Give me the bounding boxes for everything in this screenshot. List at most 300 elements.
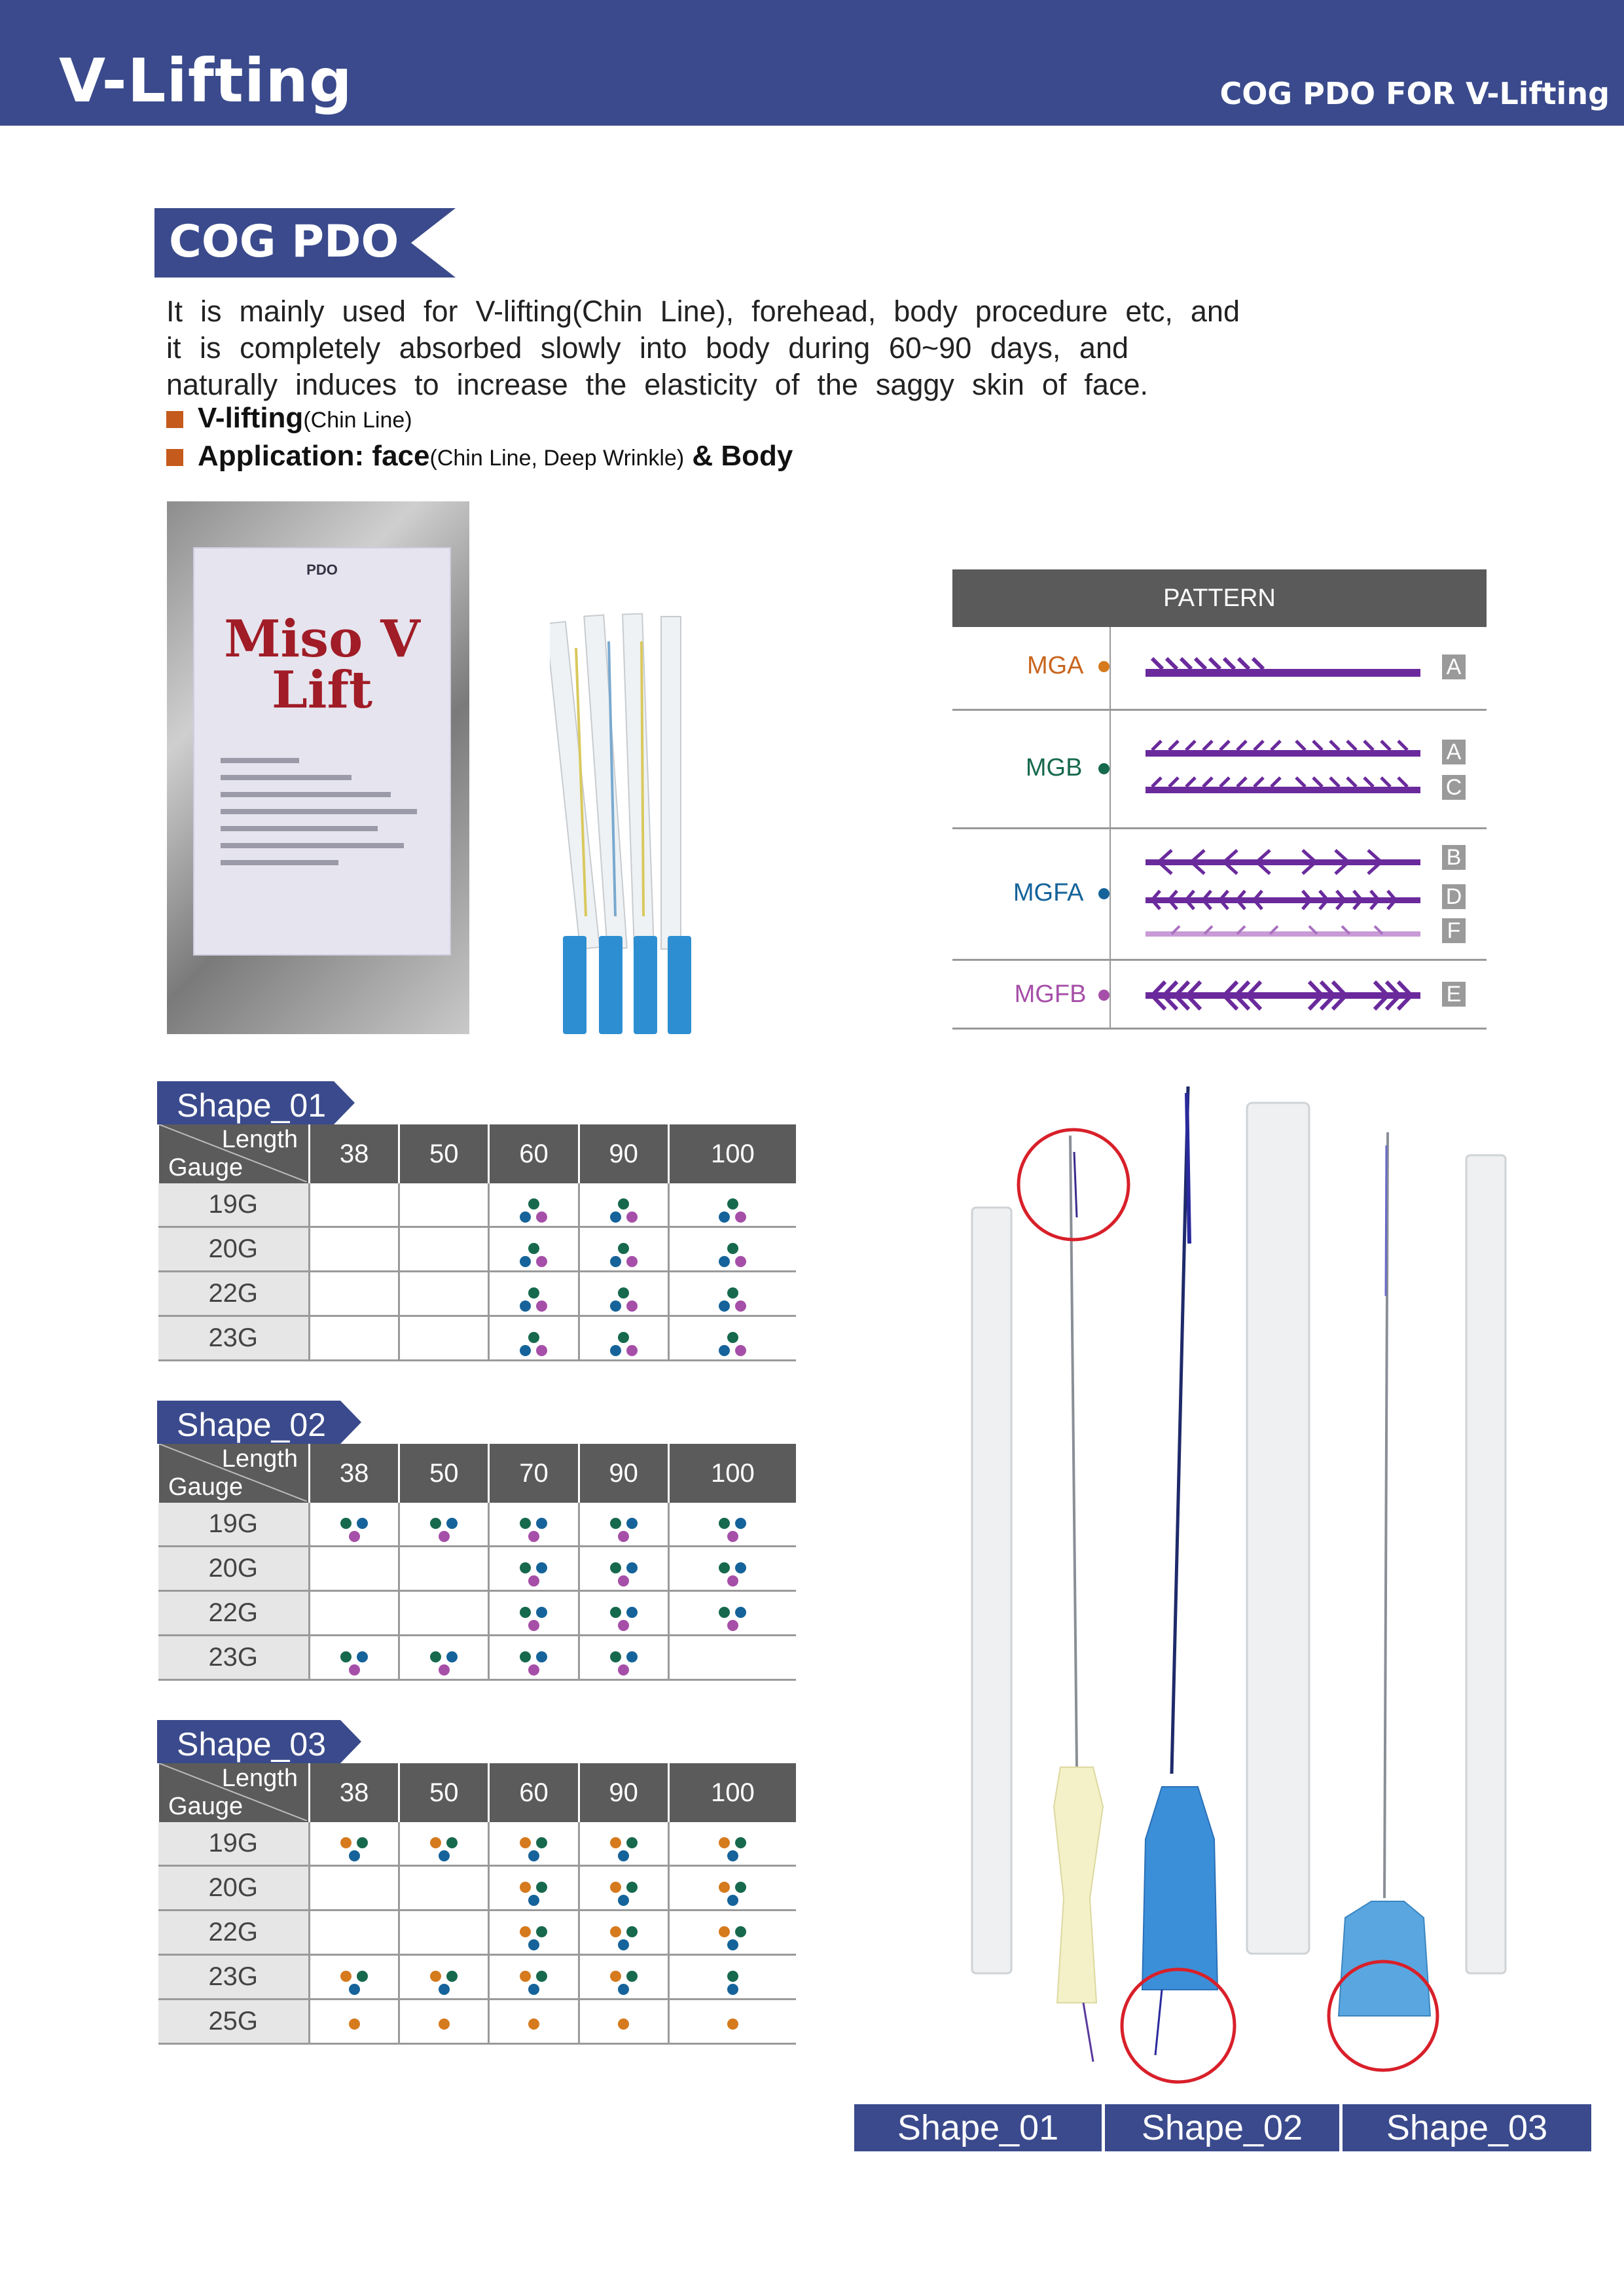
gauge-label: 23G (158, 1316, 310, 1361)
availability-dots (610, 1518, 638, 1542)
availability-dots (618, 2018, 629, 2030)
dot-p (439, 1531, 450, 1542)
caption-shape-03: Shape_03 (1343, 2104, 1591, 2151)
shape-02-title (157, 1401, 361, 1444)
availability-dots (430, 1971, 458, 1995)
availability-cell (489, 1822, 579, 1866)
length-header: 38 (310, 1444, 399, 1503)
dot-g (610, 1562, 621, 1573)
table-row (158, 1591, 797, 1636)
availability-dots (430, 1651, 458, 1676)
table-row (158, 1910, 797, 1955)
dot-p (618, 1620, 629, 1631)
gauge-label: 23G (158, 1955, 310, 2000)
pattern-name-text: MGB (1025, 754, 1083, 781)
caption-shape-01: Shape_01 (854, 2104, 1102, 2151)
availability-dots (719, 1562, 746, 1587)
availability-cell (310, 1591, 399, 1636)
dot-p (735, 1300, 746, 1312)
dot-b (610, 1211, 621, 1223)
pattern-dot (1098, 763, 1110, 774)
dot-b (520, 1300, 531, 1312)
dot-g (536, 1971, 547, 1982)
corner-header (158, 1444, 310, 1503)
dot-b (618, 1895, 629, 1906)
dot-b (536, 1518, 547, 1529)
bullet-small: (Chin Line) (303, 408, 412, 433)
corner-header (158, 1763, 310, 1822)
availability-cell (310, 1227, 399, 1272)
availability-dots (610, 1651, 638, 1676)
dot-g (727, 1971, 738, 1982)
availability-dots (610, 1926, 638, 1950)
length-header: 100 (668, 1444, 796, 1503)
length-header: 50 (399, 1763, 489, 1822)
dot-o (610, 1837, 621, 1848)
dot-b (719, 1345, 730, 1356)
package-text-lines (221, 758, 424, 877)
availability-cell (668, 1955, 796, 2000)
dot-p (349, 1664, 360, 1676)
pattern-table (952, 569, 1487, 1030)
availability-cell (668, 1822, 796, 1866)
pattern-row-mgfa (952, 829, 1487, 961)
availability-cell (399, 1636, 489, 1680)
availability-dots (520, 1651, 547, 1676)
availability-cell (489, 2000, 579, 2044)
pattern-letter: A (1442, 655, 1466, 679)
dot-b (719, 1211, 730, 1223)
dot-p (528, 1620, 539, 1631)
dot-o (430, 1837, 441, 1848)
availability-dots (520, 1243, 547, 1267)
bullet-bold: Application: face (198, 440, 430, 472)
package-logo: Miso V Lift (224, 609, 420, 720)
table-row (158, 1547, 797, 1591)
availability-cell (668, 1316, 796, 1361)
pattern-letter: C (1442, 775, 1466, 800)
pattern-row-mgfb (952, 961, 1487, 1030)
dot-o (340, 1971, 352, 1982)
availability-cell (579, 1227, 668, 1272)
dot-b (727, 1850, 738, 1861)
availability-dots (719, 1518, 746, 1542)
dot-g (626, 1926, 638, 1937)
availability-cell (399, 1955, 489, 2000)
availability-cell (399, 1822, 489, 1866)
availability-cell (579, 1822, 668, 1866)
dot-g (520, 1562, 531, 1573)
table-row (158, 1822, 797, 1866)
dot-g (735, 1926, 746, 1937)
availability-cell (579, 1547, 668, 1591)
bullet-small: (Chin Line, Deep Wrinkle) (429, 446, 685, 471)
dot-o (430, 1971, 441, 1982)
shape-01-table (157, 1124, 796, 1361)
intro-line-3: naturally induces to increase the elasticity of the saggy skin of face. (166, 368, 1148, 401)
dot-p (735, 1345, 746, 1356)
availability-dots (610, 1837, 638, 1861)
shape-03-table (157, 1763, 796, 2045)
dot-g (528, 1198, 539, 1210)
availability-cell (579, 1503, 668, 1547)
shapes-photo (946, 1073, 1600, 2094)
availability-cell (489, 1955, 579, 2000)
availability-cell (489, 1316, 579, 1361)
availability-cell (579, 1955, 668, 2000)
availability-dots (719, 1332, 746, 1356)
availability-cell (668, 1591, 796, 1636)
dot-p (727, 1575, 738, 1587)
table-row (158, 1272, 797, 1316)
availability-cell (310, 1955, 399, 2000)
dot-p (439, 1664, 450, 1676)
availability-cell (489, 1866, 579, 1910)
dot-p (626, 1300, 638, 1312)
gauge-label: 20G (158, 1227, 310, 1272)
dot-b (520, 1211, 531, 1223)
dot-b (357, 1651, 368, 1662)
dot-b (528, 1895, 539, 1906)
pattern-letter: E (1442, 982, 1466, 1007)
availability-dots (727, 2018, 738, 2030)
availability-dots (719, 1837, 746, 1861)
availability-cell (489, 1636, 579, 1680)
availability-dots (528, 2018, 539, 2030)
dot-g (626, 1971, 638, 1982)
dot-b (735, 1562, 746, 1573)
pattern-name-mgb (952, 754, 1110, 782)
dot-g (430, 1651, 441, 1662)
header-title: V-Lifting (59, 46, 353, 116)
availability-cell (399, 1227, 489, 1272)
table-row (158, 1227, 797, 1272)
dot-b (610, 1300, 621, 1312)
dot-b (439, 1984, 450, 1995)
dot-b (349, 1984, 360, 1995)
gauge-label: 19G (158, 1822, 310, 1866)
length-header: 90 (579, 1124, 668, 1183)
length-header: 60 (489, 1124, 579, 1183)
dot-b (610, 1256, 621, 1267)
availability-dots (439, 2018, 450, 2030)
dot-p (618, 1664, 629, 1676)
availability-cell (668, 2000, 796, 2044)
gauge-label: 19G (158, 1183, 310, 1227)
dot-b (626, 1607, 638, 1618)
corner-gauge-label: Gauge (168, 1793, 244, 1820)
dot-b (727, 1895, 738, 1906)
dot-b (626, 1518, 638, 1529)
availability-dots (719, 1198, 746, 1223)
length-header: 100 (668, 1763, 796, 1822)
length-header: 38 (310, 1763, 399, 1822)
dot-g (446, 1971, 458, 1982)
dot-g (528, 1287, 539, 1299)
availability-dots (719, 1287, 746, 1312)
dot-o (618, 2018, 629, 2030)
pattern-letter: D (1442, 884, 1466, 909)
section-tag (154, 208, 456, 278)
gauge-label: 20G (158, 1547, 310, 1591)
dot-b (446, 1518, 458, 1529)
pattern-dot (1098, 888, 1110, 899)
dot-g (610, 1651, 621, 1662)
dot-p (735, 1256, 746, 1267)
availability-cell (310, 1547, 399, 1591)
dot-b (446, 1651, 458, 1662)
dot-g (719, 1518, 730, 1529)
pattern-name-mgfb (952, 980, 1110, 1009)
dot-p (536, 1211, 547, 1223)
intro-line-1: It is mainly used for V-lifting(Chin Line), forehead, body procedure etc, and (166, 295, 1240, 328)
dot-g (618, 1287, 629, 1299)
availability-cell (310, 1183, 399, 1227)
dot-g (735, 1882, 746, 1893)
shape-title-text: Shape_03 (177, 1726, 327, 1763)
header-subtitle: COG PDO FOR V-Lifting (1219, 76, 1610, 111)
availability-cell (668, 1866, 796, 1910)
availability-cell (668, 1227, 796, 1272)
dot-b (439, 1850, 450, 1861)
table-row (158, 1183, 797, 1227)
availability-cell (310, 1822, 399, 1866)
dot-g (626, 1882, 638, 1893)
length-header: 50 (399, 1444, 489, 1503)
intro-line-2: it is completely absorbed slowly into body during 60~90 days, and (166, 331, 1128, 365)
dot-g (618, 1243, 629, 1254)
availability-cell (310, 1272, 399, 1316)
availability-cell (579, 1272, 668, 1316)
dot-o (520, 1837, 531, 1848)
table-row (158, 1636, 797, 1680)
dot-p (536, 1345, 547, 1356)
availability-dots (610, 1971, 638, 1995)
dot-g (610, 1518, 621, 1529)
availability-cell (579, 1591, 668, 1636)
shape-02-table (157, 1444, 796, 1681)
pattern-name-text: MGA (1026, 652, 1083, 679)
availability-dots (610, 1287, 638, 1312)
availability-dots (349, 2018, 360, 2030)
dot-g (520, 1518, 531, 1529)
dot-o (610, 1971, 621, 1982)
bullet-application (166, 440, 793, 473)
length-header: 38 (310, 1124, 399, 1183)
bullet-v-lifting (166, 402, 412, 435)
pattern-row-mgb (952, 711, 1487, 829)
dot-b (618, 1984, 629, 1995)
pattern-name-mga (952, 652, 1110, 680)
pattern-header: PATTERN (952, 569, 1487, 627)
dot-g (520, 1651, 531, 1662)
dot-b (528, 1984, 539, 1995)
availability-cell (399, 1316, 489, 1361)
availability-cell (310, 2000, 399, 2044)
availability-dots (430, 1837, 458, 1861)
dot-p (349, 1531, 360, 1542)
bullet-square (166, 449, 183, 466)
availability-cell (668, 1503, 796, 1547)
dot-p (528, 1575, 539, 1587)
availability-cell (310, 1910, 399, 1955)
corner-gauge-label: Gauge (168, 1154, 244, 1181)
availability-dots (719, 1926, 746, 1950)
dot-b (536, 1562, 547, 1573)
dot-p (528, 1531, 539, 1542)
availability-cell (310, 1316, 399, 1361)
thread-pattern-a (1146, 647, 1420, 686)
pattern-dot (1098, 661, 1110, 672)
dot-g (340, 1651, 352, 1662)
availability-dots (719, 1607, 746, 1631)
dot-g (340, 1518, 352, 1529)
dot-g (446, 1837, 458, 1848)
dot-b (719, 1256, 730, 1267)
availability-dots (610, 1243, 638, 1267)
dot-g (719, 1562, 730, 1573)
length-header: 50 (399, 1124, 489, 1183)
package-label (193, 547, 451, 956)
availability-dots (520, 1971, 547, 1995)
bullet-square (166, 411, 183, 428)
availability-cell (579, 1636, 668, 1680)
dot-g (357, 1837, 368, 1848)
availability-dots (520, 1926, 547, 1950)
gauge-label: 25G (158, 2000, 310, 2044)
gauge-label: 23G (158, 1636, 310, 1680)
dot-o (520, 1882, 531, 1893)
dot-g (430, 1518, 441, 1529)
availability-cell (399, 1183, 489, 1227)
product-package-photo (167, 501, 469, 1034)
length-header: 70 (489, 1444, 579, 1503)
dot-b (536, 1607, 547, 1618)
pattern-row-mga (952, 627, 1487, 711)
corner-length-label: Length (221, 1445, 298, 1473)
dot-p (626, 1211, 638, 1223)
availability-dots (520, 1198, 547, 1223)
availability-cell (668, 1272, 796, 1316)
dot-b (735, 1518, 746, 1529)
dot-g (626, 1837, 638, 1848)
availability-dots (430, 1518, 458, 1542)
dot-o (719, 1926, 730, 1937)
bullet-bold: V-lifting (198, 402, 304, 434)
dot-b (626, 1562, 638, 1573)
table-row (158, 1316, 797, 1361)
dot-b (610, 1345, 621, 1356)
dot-b (357, 1518, 368, 1529)
availability-cell (579, 1316, 668, 1361)
dot-o (610, 1926, 621, 1937)
dot-g (719, 1607, 730, 1618)
availability-dots (520, 1332, 547, 1356)
dot-g (727, 1243, 738, 1254)
dot-g (520, 1607, 531, 1618)
availability-cell (399, 1547, 489, 1591)
availability-cell (489, 1227, 579, 1272)
availability-dots (520, 1837, 547, 1861)
shape-03-title (157, 1720, 361, 1763)
availability-dots (520, 1287, 547, 1312)
dot-b (528, 1850, 539, 1861)
availability-dots (610, 1562, 638, 1587)
availability-cell (489, 1272, 579, 1316)
table-row (158, 1503, 797, 1547)
pattern-name-text: MGFB (1014, 980, 1087, 1008)
dot-g (727, 1332, 738, 1343)
availability-dots (610, 1198, 638, 1223)
table-row (158, 1955, 797, 2000)
intro-text (166, 293, 1240, 403)
gauge-label: 20G (158, 1866, 310, 1910)
gauge-label: 19G (158, 1503, 310, 1547)
shape-title-text: Shape_02 (177, 1407, 327, 1443)
availability-cell (399, 2000, 489, 2044)
availability-dots (727, 1971, 738, 1995)
length-header: 90 (579, 1763, 668, 1822)
thread-pattern-bdf (1146, 836, 1420, 954)
availability-dots (340, 1651, 368, 1676)
gauge-label: 22G (158, 1272, 310, 1316)
dot-g (727, 1287, 738, 1299)
dot-b (618, 1850, 629, 1861)
dot-b (536, 1651, 547, 1662)
dot-b (719, 1300, 730, 1312)
dot-g (536, 1926, 547, 1937)
dot-o (727, 2018, 738, 2030)
availability-cell (489, 1910, 579, 1955)
pattern-dot (1098, 990, 1110, 1001)
section-tag-label: COG PDO (169, 216, 399, 268)
corner-gauge-label: Gauge (168, 1473, 244, 1501)
availability-cell (579, 1866, 668, 1910)
gauge-label: 22G (158, 1591, 310, 1636)
dot-b (520, 1345, 531, 1356)
corner-length-label: Length (221, 1126, 298, 1153)
dot-p (626, 1256, 638, 1267)
dot-o (520, 1926, 531, 1937)
availability-cell (489, 1591, 579, 1636)
table-row (158, 2000, 797, 2044)
dot-o (719, 1882, 730, 1893)
availability-cell (579, 1910, 668, 1955)
availability-cell (399, 1503, 489, 1547)
dot-p (528, 1664, 539, 1676)
availability-cell (489, 1503, 579, 1547)
availability-dots (610, 1607, 638, 1631)
availability-dots (520, 1518, 547, 1542)
availability-cell (489, 1547, 579, 1591)
availability-dots (719, 1243, 746, 1267)
thread-pattern-ac (1146, 724, 1420, 816)
availability-cell (668, 1183, 796, 1227)
dot-o (520, 1971, 531, 1982)
dot-b (618, 1939, 629, 1950)
availability-dots (520, 1607, 547, 1631)
pattern-letter: F (1442, 918, 1466, 943)
dot-g (357, 1971, 368, 1982)
bullet-tail: & Body (684, 440, 793, 472)
needle-set-photo (550, 609, 720, 1041)
dot-p (536, 1256, 547, 1267)
dot-p (618, 1575, 629, 1587)
dot-p (618, 1531, 629, 1542)
dot-b (727, 1984, 738, 1995)
availability-cell (489, 1183, 579, 1227)
pattern-letter: A (1442, 740, 1466, 764)
